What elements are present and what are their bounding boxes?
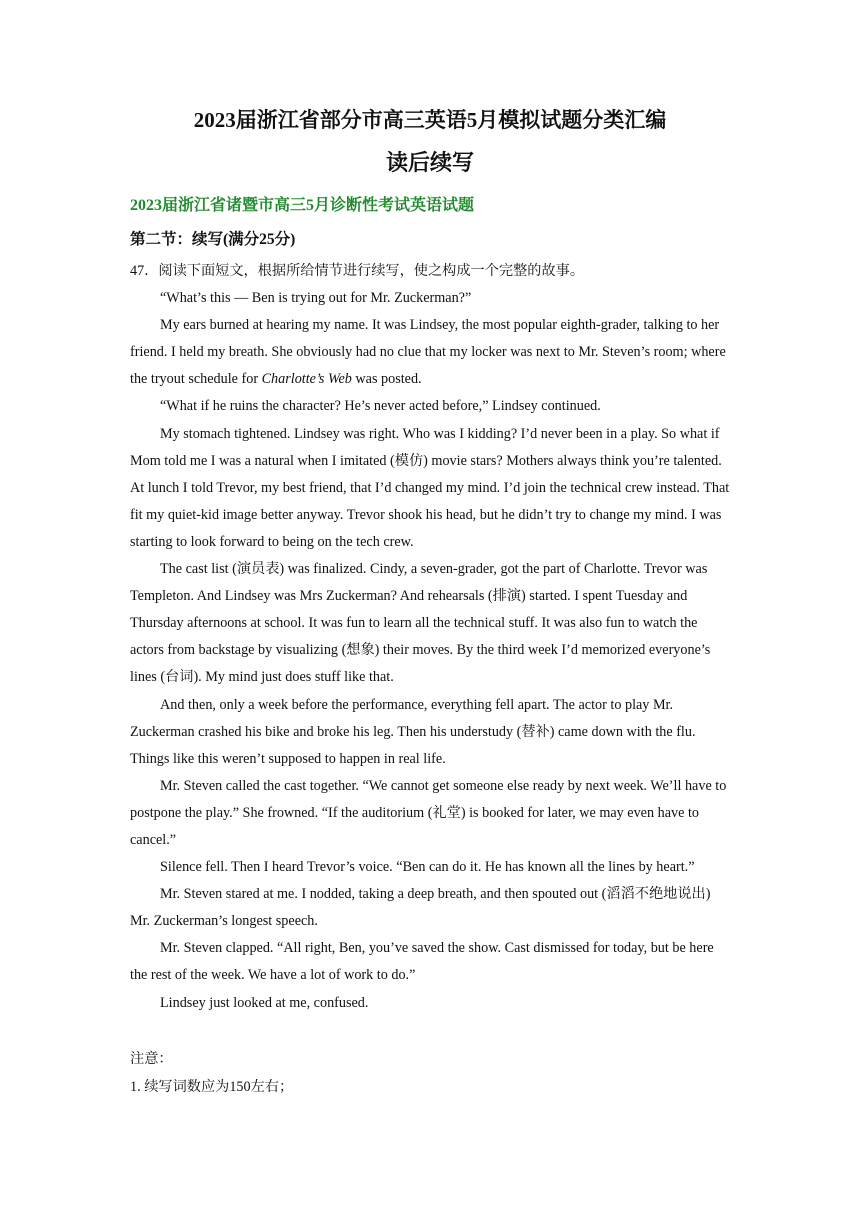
passage-paragraph-1: “What’s this — Ben is trying out for Mr. Zuckerman?” — [160, 290, 472, 307]
passage-paragraph-9: Mr. Steven stared at me. I nodded, taking a deep breath, and then spouted out (滔滔不绝地说出) Mr. Zuckerman’s longest speech. — [130, 886, 711, 930]
passage-paragraph-7: Mr. Steven called the cast together. “We cannot get someone else ready by next week. We’ll have to postpone the play.” She frowned. “If the auditorium (礼堂) is booked for later, we may even have to cancel.” — [130, 777, 727, 848]
passage-paragraph-8: Silence fell. Then I heard Trevor’s voice. “Ben can do it. He has known all the lines by heart.” — [160, 859, 695, 876]
source-heading: 2023届浙江省诸暨市高三5月诊断性考试英语试题 — [130, 197, 475, 214]
instruction-text: 阅读下面短文，根据所给情节进行续写，使之构成一个完整的故事。 — [158, 263, 585, 279]
notes-item-1: 1. 续写词数应为150左右； — [130, 1078, 294, 1095]
passage-paragraph-4: My stomach tightened. Lindsey was right. Who was I kidding? I’d never been in a play. So what if Mom told me I was a natural when I imitated (模仿) movie stars? Mothers always think you’re talented. At lunch I told Trevor, my best friend, that I’d changed my mind. I’d join the technical crew instead. That fit my quiet-kid image better anyway. Trevor shook his head, but he didn’t try to change my mind. I was starting to look forward to being on the tech crew. — [130, 425, 730, 550]
paragraph-2-text-b: was posted. — [351, 371, 422, 388]
passage-paragraph-6: And then, only a week before the performance, everything fell apart. The actor to play Mr. Zuckerman crashed his bike and broke his leg. Then his understudy (替补) came down with the flu. Things like this weren’t supposed to happen in real life. — [130, 696, 696, 767]
notes-label: 注意： — [130, 1051, 173, 1067]
book-title: Charlotte’s Web — [261, 371, 352, 388]
document-subtitle: 读后续写 — [385, 150, 474, 175]
passage-paragraph-2 — [130, 312, 730, 393]
passage-paragraph-10: Mr. Steven clapped. “All right, Ben, you’ve saved the show. Cast dismissed for today, but be here the rest of the week. We have a lot of work to do.” — [130, 940, 714, 984]
question-instruction — [130, 258, 730, 285]
passage-paragraph-5: The cast list (演员表) was finalized. Cindy, a seven-grader, got the part of Charlotte. Trevor was Templeton. And Lindsey was Mrs Zuckerman? And rehearsals (排演) started. I spent Tuesday and Thursday afternoons at school. It was fun to learn all the technical stuff. It was also fun to watch the actors from backstage by visualizing (想象) their moves. By the third week I’d memorized everyone’s lines (台词). My mind just does stuff like that. — [130, 561, 711, 686]
passage-paragraph-11: Lindsey just looked at me, confused. — [160, 994, 369, 1011]
document-title: 2023届浙江省部分市高三英语5月模拟试题分类汇编 — [193, 108, 667, 132]
paragraph-2-text-a: My ears burned at hearing my name. It was Lindsey, the most popular eighth-grader, talking to her friend. I held my breath. She obviously had no clue that my locker was next to Mr. Steven’s room; where the tryout schedule for — [130, 317, 726, 388]
passage-paragraph-3: “What if he ruins the character? He’s never acted before,” Lindsey continued. — [160, 398, 601, 415]
notes-section — [130, 1046, 730, 1101]
section-heading: 第二节：续写(满分25分) — [130, 231, 296, 248]
question-number: 47． — [130, 263, 159, 279]
passage-body — [130, 258, 730, 1017]
